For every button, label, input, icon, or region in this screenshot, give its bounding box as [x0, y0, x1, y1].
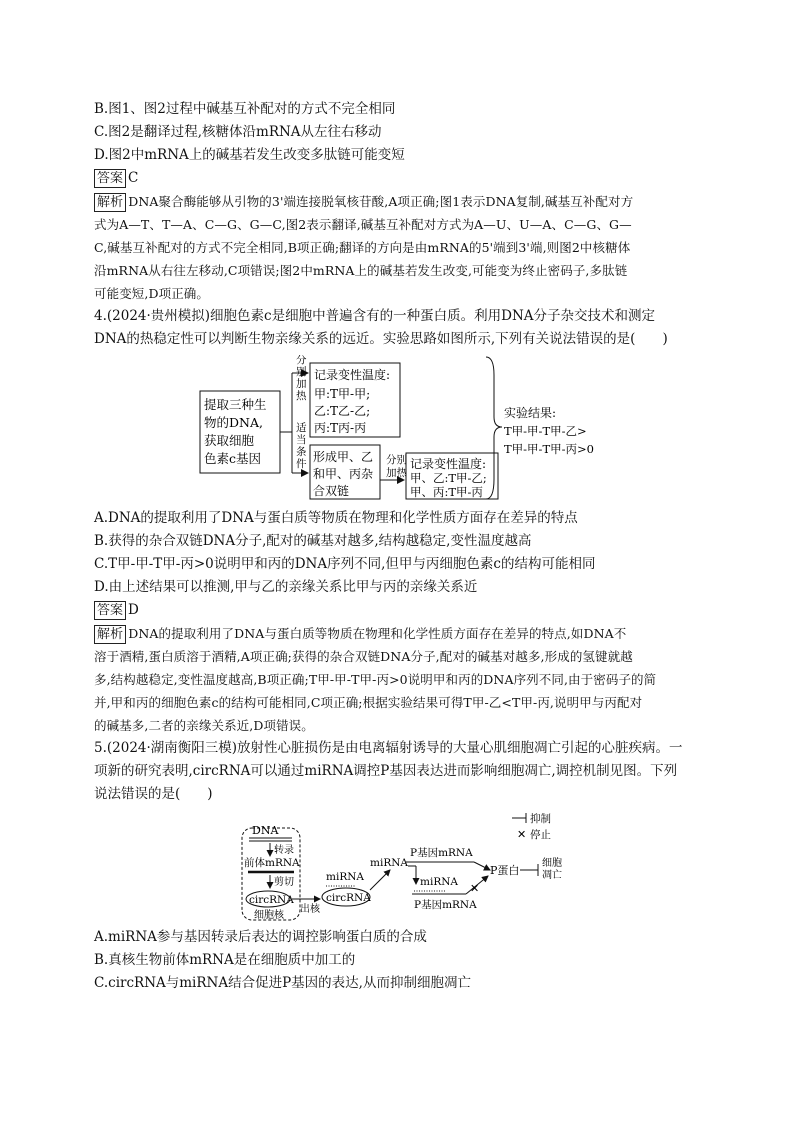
splice-label: 剪切	[274, 877, 294, 888]
label-condition: 适	[296, 422, 307, 434]
q3-exp-line: 可能变短,D项正确。	[94, 286, 209, 301]
explain-tag: 解析	[94, 193, 126, 212]
rec1-title: 记录变性温度:	[314, 368, 391, 382]
box-start-text: 提取三种生	[204, 397, 267, 412]
explain-tag: 解析	[94, 625, 126, 644]
mirna-bound-label: miRNA	[326, 871, 364, 883]
box-start-text: 色素c基因	[204, 451, 262, 466]
q4-answer: D	[128, 602, 139, 618]
nucleus-label: 细胞核	[254, 910, 284, 921]
circrna-inner-label: circRNA	[249, 894, 294, 906]
result-row: T甲-甲-T甲-乙>	[504, 424, 587, 438]
label-heat: 别	[296, 366, 307, 378]
apoptosis-label: 细胞	[542, 858, 562, 869]
q3-answer-line	[94, 167, 704, 190]
q4-diagram	[94, 355, 704, 503]
result-title: 实验结果:	[504, 406, 557, 420]
q4-option-a: A.DNA的提取利用了DNA与蛋白质等物质在物理和化学性质方面存在差异的特点	[94, 510, 578, 526]
pre-mrna-label: 前体mRNA	[244, 857, 300, 869]
q4-stem	[94, 305, 704, 351]
label-heat: 分	[296, 355, 307, 366]
q3-exp-line: C,碱基互补配对的方式不完全相同,B项正确;翻译的方向是由mRNA的5'端到3'端,则图2中核糖体	[94, 240, 631, 255]
legend-inhibit-label: 抑制	[530, 813, 551, 825]
q5-stem-line: 项新的研究表明,circRNA可以通过miRNA调控P基因表达进而影响细胞凋亡,调控机制见图。下列	[94, 763, 678, 779]
q5-stem-line: 5.(2024·湖南衡阳三模)放射性心脏损伤是由电离辐射诱导的大量心肌细胞凋亡引起的心脏疾病。一	[94, 740, 683, 756]
q4-exp-line: 多,结构越稳定,变性温度越高,B项正确;T甲-甲-T甲-丙>0说明甲和丙的DNA序列不同,由于密码子的简	[94, 672, 657, 687]
result-brace	[486, 357, 502, 499]
p-mrna-bottom-label: P基因mRNA	[414, 899, 477, 911]
q4-stem-line: 4.(2024·贵州模拟)细胞色素c是细胞中普遍含有的一种蛋白质。利用DNA分子杂交技术和测定	[94, 308, 656, 324]
circrna-outer-label: circRNA	[326, 892, 371, 904]
q4-explanation	[94, 622, 704, 737]
q4-answer-line	[94, 599, 704, 622]
q4-exp-line: 并,甲和丙的细胞色素c的结构可能相同,C项正确;根据实验结果可得T甲-乙<T甲-丙,说明甲与丙配对	[94, 695, 643, 710]
q3-exp-line: 沿mRNA从右往左移动,C项错误;图2中mRNA上的碱基若发生改变,可能变为终止密码子,多肽链	[94, 263, 628, 278]
q4-exp-line: 溶于酒精,蛋白质溶于酒精,A项正确;获得的杂合双链DNA分子,配对的碱基对越多,形成的氢键就越	[94, 649, 633, 664]
rec2-title: 记录变性温度:	[410, 457, 487, 471]
content	[94, 98, 704, 995]
q5-option-a: A.miRNA参与基因转录后表达的调控影响蛋白质的合成	[94, 929, 427, 945]
rec2-row: 甲、乙:T甲-乙;	[410, 471, 487, 485]
arrow-mirna-release	[370, 870, 390, 890]
answer-tag: 答案	[94, 169, 126, 188]
result-row: T甲-甲-T甲-丙>0	[504, 442, 594, 456]
q3-answer: C	[128, 170, 139, 186]
transcribe-label: 转录	[274, 845, 294, 856]
q4-option-b: B.获得的杂合双链DNA分子,配对的碱基对越多,结构越稳定,变性温度越高	[94, 533, 532, 549]
rec2-row: 甲、丙:T甲-丙	[410, 485, 483, 499]
label-heat: 热	[296, 390, 307, 402]
label-heat: 加	[296, 378, 307, 390]
arrow-translate	[474, 862, 490, 870]
q3-option-b: B.图1、图2过程中碱基互补配对的方式不完全相同	[94, 101, 396, 117]
q3-option-c: C.图2是翻译过程,核糖体沿mRNA从左往右移动	[94, 124, 382, 140]
apoptosis-label: 凋亡	[542, 870, 562, 881]
form-text: 形成甲、乙	[313, 450, 374, 464]
q5-stem	[94, 737, 704, 806]
q3-explanation	[94, 190, 704, 305]
q4-exp-line: 的碱基多,二者的亲缘关系近,D项错误。	[94, 718, 314, 733]
nucleus-boundary	[242, 828, 300, 920]
legend-stop-label: 停止	[530, 829, 551, 841]
label-condition: 当	[296, 434, 307, 446]
q4-stem-line: DNA的热稳定性可以判断生物亲缘关系的远近。实验思路如图所示,下列有关说法错误的是( )	[94, 331, 668, 347]
box-start-text: 物的DNA,	[204, 415, 263, 430]
box-start-text: 获取细胞	[204, 433, 255, 448]
q4-flow-diagram	[94, 355, 704, 503]
rec1-row: 乙:T乙-乙;	[314, 404, 371, 418]
dna-label: DNA	[252, 824, 279, 837]
p-mrna-top-label: P基因mRNA	[410, 847, 473, 859]
q5-option-b: B.真核生物前体mRNA是在细胞质中加工的	[94, 952, 356, 968]
exit-label: 出核	[300, 904, 320, 915]
q5-option-c: C.circRNA与miRNA结合促进P基因的表达,从而抑制细胞凋亡	[94, 975, 471, 991]
q4-option-d: D.由上述结果可以推测,甲与乙的亲缘关系比甲与丙的亲缘关系近	[94, 579, 478, 595]
label-condition: 条	[296, 446, 307, 458]
label-heat2: 加热	[386, 467, 407, 479]
legend-stop-icon: ✕	[517, 828, 527, 841]
label-heat2: 分别	[386, 454, 407, 466]
q4-exp-line: DNA的提取利用了DNA与蛋白质等物质在物理和化学性质方面存在差异的特点,如DNA不	[128, 626, 627, 641]
q3-option-d: D.图2中mRNA上的碱基若发生改变多肽链可能变短	[94, 147, 405, 163]
q3-exp-line: 式为A—T、T—A、C—G、G—C,图2表示翻译,碱基互补配对方式为A—U、U—A、C—G、G—	[94, 217, 632, 232]
q4-option-c: C.T甲-甲-T甲-丙>0说明甲和丙的DNA序列不同,但甲与丙细胞色素c的结构可能相同	[94, 556, 596, 572]
form-text: 和甲、丙杂	[313, 467, 374, 481]
rec1-row: 丙:T丙-丙	[314, 421, 367, 435]
stop-mark-icon: ✕	[470, 882, 480, 895]
mirna-free-label: miRNA	[370, 857, 408, 869]
form-text: 合双链	[313, 484, 350, 498]
q5-regulation-diagram	[94, 810, 704, 922]
q5-stem-line: 说法错误的是( )	[94, 786, 213, 802]
q3-exp-line: DNA聚合酶能够从引物的3'端连接脱氧核苷酸,A项正确;图1表示DNA复制,碱基互补配对方	[128, 194, 634, 209]
answer-tag: 答案	[94, 601, 126, 620]
rec1-row: 甲:T甲-甲;	[314, 387, 371, 401]
p-protein-label: P蛋白	[490, 864, 520, 877]
q5-diagram	[94, 810, 704, 922]
label-condition: 件	[296, 458, 307, 470]
mirna-bound2-label: miRNA	[420, 876, 458, 888]
